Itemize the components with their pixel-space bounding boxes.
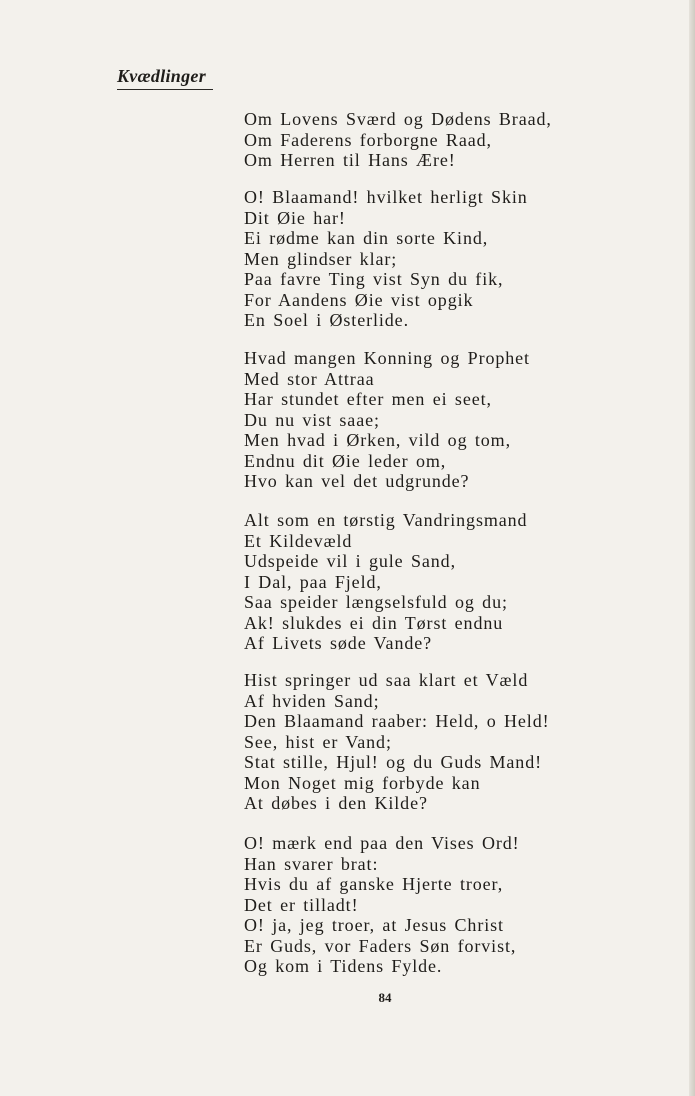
stanza-5 [244, 670, 550, 814]
verse-line: Udspeide vil i gule Sand, [244, 551, 456, 571]
verse-line: Af hviden Sand; [244, 690, 380, 711]
verse-line: Stat stille, Hjul! og du Guds Mand! [244, 752, 542, 772]
verse-line: Ak! slukdes ei din Tørst endnu [244, 612, 504, 633]
verse-line: For Aandens Øie vist opgik [244, 289, 474, 310]
verse-line: Om Lovens Sværd og Dødens Braad, [244, 109, 552, 129]
verse-line: Men glindser klar; [244, 248, 398, 269]
verse-line: Du nu vist saae; [244, 409, 380, 430]
verse-line: O! ja, jeg troer, at Jesus Christ [244, 915, 504, 935]
verse-line: O! mærk end paa den Vises Ord! [244, 833, 520, 853]
verse-line: Ei rødme kan din sorte Kind, [244, 228, 489, 248]
verse-line: Om Faderens forborgne Raad, [244, 129, 492, 150]
verse-line: I Dal, paa Fjeld, [244, 571, 382, 592]
verse-line: Og kom i Tidens Fylde. [244, 956, 443, 976]
stanza-4 [244, 510, 527, 654]
verse-line: Den Blaamand raaber: Held, o Held! [244, 711, 550, 731]
verse-line: Hvis du af ganske Hjerte troer, [244, 874, 504, 894]
verse-line: Et Kildevæld [244, 530, 353, 551]
verse-line: Hvad mangen Konning og Prophet [244, 348, 530, 368]
verse-line: En Soel i Østerlide. [244, 310, 409, 330]
verse-line: Med stor Attraa [244, 368, 375, 389]
verse-line: Saa speider længselsfuld og du; [244, 592, 508, 612]
verse-line: See, hist er Vand; [244, 731, 392, 752]
stanza-1 [244, 109, 552, 171]
verse-line: Paa favre Ting vist Syn du fik, [244, 269, 504, 289]
verse-line: Endnu dit Øie leder om, [244, 450, 447, 471]
verse-line: Alt som en tørstig Vandringsmand [244, 510, 528, 530]
verse-line: Det er tilladt! [244, 894, 359, 915]
running-header: Kvædlinger [117, 66, 213, 90]
verse-line: Om Herren til Hans Ære! [244, 150, 456, 170]
verse-line: O! Blaamand! hvilket herligt Skin [244, 187, 528, 207]
verse-line: Har stundet efter men ei seet, [244, 389, 492, 409]
verse-line: Mon Noget mig forbyde kan [244, 772, 481, 793]
verse-line: Han svarer brat: [244, 853, 379, 874]
verse-line: Hist springer ud saa klart et Væld [244, 670, 529, 690]
verse-line: Dit Øie har! [244, 207, 346, 228]
stanza-2 [244, 187, 528, 331]
stanza-6 [244, 833, 520, 977]
page-number: 84 [378, 990, 392, 1005]
verse-line: Af Livets søde Vande? [244, 633, 433, 653]
page-edge-shadow [689, 0, 695, 1096]
verse-line: At døbes i den Kilde? [244, 793, 428, 813]
verse-line: Men hvad i Ørken, vild og tom, [244, 430, 511, 450]
verse-line: Hvo kan vel det udgrunde? [244, 471, 470, 491]
verse-line: Er Guds, vor Faders Søn forvist, [244, 935, 517, 956]
stanza-3 [244, 348, 530, 492]
